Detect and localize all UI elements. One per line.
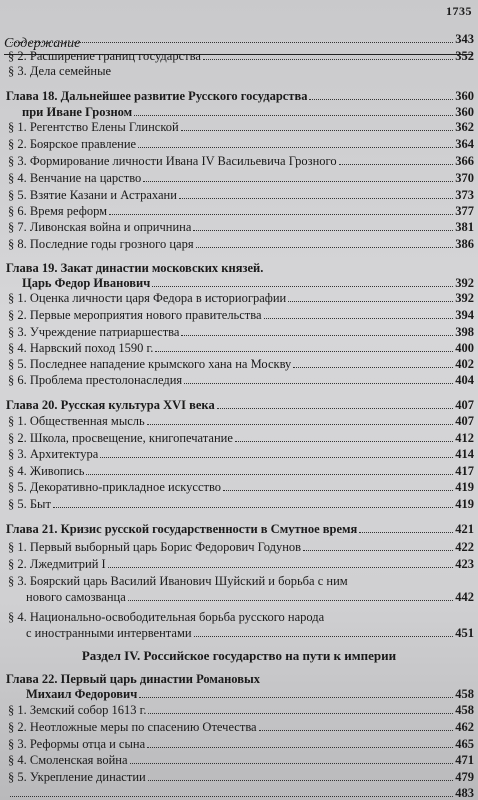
toc-entry-title: с иностранными интервентами bbox=[26, 626, 192, 640]
toc-entry-title: нового самозванца bbox=[26, 590, 126, 604]
toc-entry bbox=[0, 188, 478, 202]
toc-entry-title: § 4. Живопись bbox=[8, 464, 85, 478]
toc-entry-page: 364 bbox=[455, 137, 474, 151]
toc-entry-title: § 6. Время реформ bbox=[8, 204, 108, 218]
toc-entry-title: Глава 18. Дальнейшее развитие Русского государства bbox=[6, 89, 308, 103]
toc-entry-page: 462 bbox=[455, 720, 474, 734]
toc-entry-page: 451 bbox=[455, 626, 474, 640]
toc-entry bbox=[0, 276, 478, 290]
toc-entry bbox=[0, 137, 478, 151]
page-number: 1735 bbox=[446, 4, 472, 18]
toc-entry bbox=[0, 786, 478, 800]
toc-entry bbox=[0, 590, 478, 604]
toc-entry bbox=[0, 308, 478, 322]
toc-leader-dots bbox=[235, 440, 453, 442]
toc-leader-dots bbox=[339, 163, 454, 165]
toc-entry bbox=[0, 325, 478, 339]
toc-leader-dots bbox=[148, 779, 454, 781]
toc-entry-page: 398 bbox=[455, 325, 474, 339]
toc-entry-title: § 5. Быт bbox=[8, 497, 51, 511]
toc-entry-title: § 7. Ливонская война и опричнина bbox=[8, 220, 192, 234]
toc-entry-page: 407 bbox=[455, 398, 474, 412]
toc-entry bbox=[0, 770, 478, 784]
toc-entry-title: § 4. Смоленская война bbox=[8, 753, 128, 767]
toc-entry-page: 419 bbox=[455, 480, 474, 494]
toc-entry-page: 402 bbox=[455, 357, 474, 371]
toc-entry-title: § 5. Последнее нападение крымского хана на Москву bbox=[8, 357, 292, 371]
toc-entry-title: § 5. Декоративно-прикладное искусство bbox=[8, 480, 222, 494]
toc-entry bbox=[0, 522, 478, 536]
toc-entry bbox=[0, 291, 478, 305]
toc-entry-title: § 2. Школа, просвещение, книгопечатание bbox=[8, 431, 233, 445]
toc-entry-page: 422 bbox=[455, 540, 474, 554]
toc-leader-dots bbox=[181, 129, 454, 131]
toc-entry-title: § 8. Последние годы грозного царя bbox=[8, 237, 194, 251]
toc-entry bbox=[0, 720, 478, 734]
toc-entry-page: 381 bbox=[455, 220, 474, 234]
toc-entry-page: 479 bbox=[455, 770, 474, 784]
toc-entry-title: Глава 21. Кризис русской государственности в Смутное время bbox=[6, 522, 358, 536]
toc-entry bbox=[0, 610, 478, 624]
toc-entry-page: 414 bbox=[455, 447, 474, 461]
toc-leader-dots bbox=[53, 506, 453, 508]
toc-leader-dots bbox=[139, 696, 453, 698]
toc-entry-title: § 3. Учреждение патриаршества bbox=[8, 325, 180, 339]
toc-entry-title: § 3. Боярский царь Василий Иванович Шуйский и борьба с ним bbox=[8, 574, 348, 588]
toc-entry bbox=[0, 32, 478, 46]
toc-entry bbox=[0, 687, 478, 701]
toc-leader-dots bbox=[147, 423, 454, 425]
toc-entry bbox=[0, 414, 478, 428]
toc-entry-title: § 3. Формирование личности Ивана IV Васильевича Грозного bbox=[8, 154, 337, 168]
toc-entry-title: § 3. Архитектура bbox=[8, 447, 99, 461]
toc-entry bbox=[0, 120, 478, 134]
toc-entry bbox=[0, 672, 478, 686]
toc-entry bbox=[0, 154, 478, 168]
toc-entry-page: 392 bbox=[455, 276, 474, 290]
toc-entry bbox=[0, 737, 478, 751]
toc-entry bbox=[0, 574, 478, 588]
toc-entry-page: 442 bbox=[455, 590, 474, 604]
toc-entry-title: § 1. Первый выборный царь Борис Федорович Годунов bbox=[8, 540, 302, 554]
toc-entry-page: 483 bbox=[455, 786, 474, 800]
toc-entry bbox=[0, 431, 478, 445]
toc-entry bbox=[0, 398, 478, 412]
toc-entry bbox=[0, 341, 478, 355]
toc-entry-title: § 6. Проблема престолонаследия bbox=[8, 373, 183, 387]
toc-entry bbox=[0, 220, 478, 234]
toc-leader-dots bbox=[179, 197, 453, 199]
toc-entry-page: 343 bbox=[455, 32, 474, 46]
toc-entry bbox=[0, 204, 478, 218]
toc-entry-title: § 1. Регентство Елены Глинской bbox=[8, 120, 179, 134]
toc-entry bbox=[0, 261, 478, 275]
toc-entry-title: § 1. Общественная мысль bbox=[8, 414, 145, 428]
toc-leader-dots bbox=[309, 98, 453, 100]
toc-entry bbox=[0, 464, 478, 478]
toc-entry-title: § 4. Венчание на царство bbox=[8, 171, 142, 185]
toc-entry-title: Глава 20. Русская культура XVI века bbox=[6, 398, 215, 412]
toc-entry-title: Глава 19. Закат династии московских князей. bbox=[6, 261, 264, 275]
toc-entry-title: § 4. Национально-освободительная борьба русского народа bbox=[8, 610, 325, 624]
toc-entry-page: 373 bbox=[455, 188, 474, 202]
toc-leader-dots bbox=[134, 114, 453, 116]
toc-entry bbox=[0, 497, 478, 511]
toc-leader-dots bbox=[10, 41, 453, 43]
toc-leader-dots bbox=[194, 635, 454, 637]
toc-entry-page: 407 bbox=[455, 414, 474, 428]
toc-entry-title: § 2. Первые мероприятия нового правительства bbox=[8, 308, 262, 322]
toc-entry bbox=[0, 480, 478, 494]
toc-leader-dots bbox=[223, 489, 453, 491]
toc-entry bbox=[0, 557, 478, 571]
toc-entry-page: 352 bbox=[455, 49, 474, 63]
toc-leader-dots bbox=[152, 285, 453, 287]
toc-entry bbox=[0, 105, 478, 119]
toc-leader-dots bbox=[293, 366, 453, 368]
toc-entry-title: § 2. Расширение границ государства bbox=[8, 49, 201, 63]
toc-leader-dots bbox=[264, 317, 454, 319]
toc-leader-dots bbox=[259, 729, 454, 731]
toc-leader-dots bbox=[147, 746, 453, 748]
toc-entry bbox=[0, 64, 478, 78]
toc-entry-page: 412 bbox=[455, 431, 474, 445]
toc-leader-dots bbox=[184, 382, 453, 384]
toc-entry-title: § 5. Взятие Казани и Астрахани bbox=[8, 188, 177, 202]
toc-leader-dots bbox=[128, 599, 453, 601]
toc-entry bbox=[0, 703, 478, 717]
toc-leader-dots bbox=[130, 762, 454, 764]
toc-leader-dots bbox=[196, 246, 454, 248]
toc-leader-dots bbox=[86, 473, 453, 475]
toc-entry-title: Михаил Федорович bbox=[26, 687, 138, 701]
toc-entry-page: 465 bbox=[455, 737, 474, 751]
toc-entry bbox=[0, 237, 478, 251]
toc-leader-dots bbox=[108, 566, 454, 568]
toc-entry-title: § 1. Оценка личности царя Федора в историографии bbox=[8, 291, 287, 305]
toc-leader-dots bbox=[181, 334, 453, 336]
toc-entry bbox=[0, 447, 478, 461]
toc-leader-dots bbox=[143, 180, 453, 182]
toc-leader-dots bbox=[303, 549, 453, 551]
toc-entry-title: § 2. Неотложные меры по спасению Отечества bbox=[8, 720, 257, 734]
toc-entry-page: 394 bbox=[455, 308, 474, 322]
toc-entry-title: § 5. Укрепление династии bbox=[8, 770, 146, 784]
toc-entry-page: 404 bbox=[455, 373, 474, 387]
toc-entry bbox=[0, 753, 478, 767]
toc-entry-page: 421 bbox=[455, 522, 474, 536]
toc-entry-title: при Иване Грозном bbox=[22, 105, 133, 119]
toc-entry-page: 360 bbox=[455, 89, 474, 103]
toc-entry bbox=[0, 649, 478, 663]
toc-entry-page: 360 bbox=[455, 105, 474, 119]
running-header: Содержание bbox=[4, 36, 472, 55]
toc-leader-dots bbox=[193, 229, 453, 231]
toc-leader-dots bbox=[109, 213, 453, 215]
toc-entry-title: Раздел IV. Российское государство на пути к империи bbox=[81, 649, 397, 663]
toc-entry bbox=[0, 89, 478, 103]
toc-leader-dots bbox=[203, 58, 453, 60]
toc-leader-dots bbox=[10, 795, 453, 797]
toc-entry-title: § 2. Боярское правление bbox=[8, 137, 137, 151]
toc-entry-title: § 3. Дела семейные bbox=[8, 64, 112, 78]
toc-entry-title: Глава 22. Первый царь династии Романовых bbox=[6, 672, 260, 686]
toc-entry-page: 366 bbox=[455, 154, 474, 168]
toc-entry-page: 386 bbox=[455, 237, 474, 251]
toc-leader-dots bbox=[138, 146, 453, 148]
toc-entry-page: 400 bbox=[455, 341, 474, 355]
toc-entry-title: § 2. Лжедмитрий I bbox=[8, 557, 106, 571]
toc-entry-page: 417 bbox=[455, 464, 474, 478]
toc-entry bbox=[0, 49, 478, 63]
toc-leader-dots bbox=[359, 531, 453, 533]
toc-leader-dots bbox=[148, 712, 453, 714]
toc-entry-page: 423 bbox=[455, 557, 474, 571]
toc-leader-dots bbox=[288, 300, 453, 302]
toc-entry-title: § 1. Земский собор 1613 г. bbox=[8, 703, 147, 717]
toc-leader-dots bbox=[100, 456, 453, 458]
toc-entry-page: 392 bbox=[455, 291, 474, 305]
toc-entry-title: § 3. Реформы отца и сына bbox=[8, 737, 146, 751]
toc-entry-page: 458 bbox=[455, 703, 474, 717]
toc-entry bbox=[0, 373, 478, 387]
toc-leader-dots bbox=[217, 407, 454, 409]
toc-entry-page: 419 bbox=[455, 497, 474, 511]
toc-entry bbox=[0, 357, 478, 371]
toc-entry bbox=[0, 171, 478, 185]
toc-leader-dots bbox=[155, 350, 453, 352]
toc-entry bbox=[0, 626, 478, 640]
toc-entry-page: 370 bbox=[455, 171, 474, 185]
toc-entry-title: Царь Федор Иванович bbox=[22, 276, 151, 290]
toc-entry-page: 471 bbox=[455, 753, 474, 767]
toc-entry-page: 362 bbox=[455, 120, 474, 134]
toc-entry-title: § 4. Нарвский поход 1590 г. bbox=[8, 341, 154, 355]
toc-entry-page: 458 bbox=[455, 687, 474, 701]
toc-entry bbox=[0, 540, 478, 554]
toc-entry-page: 377 bbox=[455, 204, 474, 218]
